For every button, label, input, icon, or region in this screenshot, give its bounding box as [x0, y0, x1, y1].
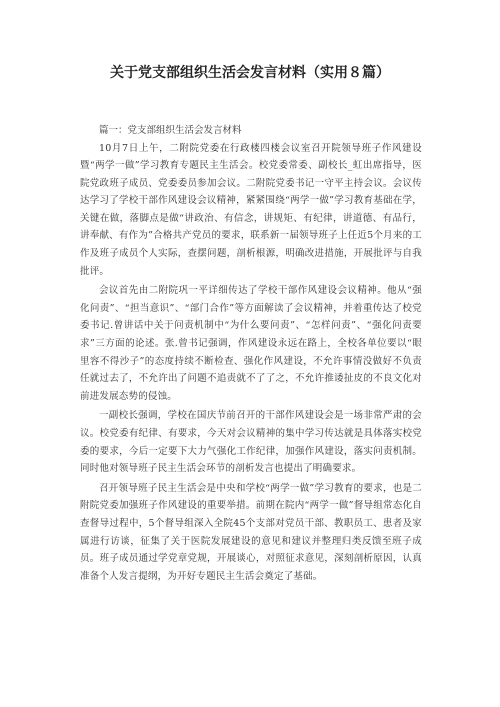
paragraph-2: 会议首先由二附院巩一平详细传达了学校干部作风建设会议精神。他从“强化问责”、“担当意识”、“部门合作”等方面解读了会议精神，并着重传达了校党委书记.曾讲话中关于问责机制中“为什么要问责”、“怎样问责”、“强化问责要求”三方面的论述。张.曾书记强调，作风建设永远在路上，全校各单位要以“眼里容不得沙子”的态度持续不断检查、强化作风建设，不允许事情没做好不负责任就过去了，不允许出了问题不追责就不了了之，不允许推诿扯皮的不良文化对前进发展态势的侵蚀。	[80, 285, 422, 402]
paragraph-4: 召开领导班子民主生活会是中央和学校“两学一做”学习教育的要求，也是二附院党委加强班子作风建设的重要举措。前期在院内“两学一做”督导组常态化自查督导过程中，5个督导组深入全院45个支部对党员干部、教职员工、患者及家属进行访谈，征集了关于医院发展建设的意见和建议并整理归类反馈至班子成员。班子成员通过学党章党规，开展谈心，对照征求意见，深刻剖析原因，认真准备个人发言提纲，为开好专题民主生活会奠定了基础。	[80, 482, 422, 582]
paragraph-3: 一副校长强调，学校在国庆节前召开的干部作风建设会是一场非常严肃的会议。校党委有纪律、有要求，今天对会议精神的集中学习传达就是具体落实校党委的要求，今后一定要下大力气强化工作纪律，加强作风建设，落实问责机制。同时他对领导班子民主生活会环节的剖析发言也提出了明确要求。	[80, 410, 422, 475]
section-heading: 篇一：党支部组织生活会发言材料	[99, 125, 242, 136]
document-title: 关于党支部组织生活会发言材料（实用８篇）	[110, 65, 390, 81]
document-body	[80, 122, 422, 587]
paragraph-1: 10月7日上午，二附院党委在行政楼四楼会议室召开院领导班子作风建设暨“两学一做”学习教育专题民主生活会。校党委常委、副校长_虹出席指导，医院党政班子成员、党委委员参加会议。二附院党委书记一守平主持会议。会议传达学习了学校干部作风建设会议精神，紧紧围绕“两学一做”学习教育基础在学，关键在做，落脚点是做“讲政治、有信念，讲规矩、有纪律，讲道德、有品行，讲奉献、有作为”合格共产党员的要求，联系新一届领导班子上任近5个月来的工作及班子成员个人实际，查摆问题，剖析根源，明确改进措施，开展批评与自我批评。	[80, 142, 422, 277]
